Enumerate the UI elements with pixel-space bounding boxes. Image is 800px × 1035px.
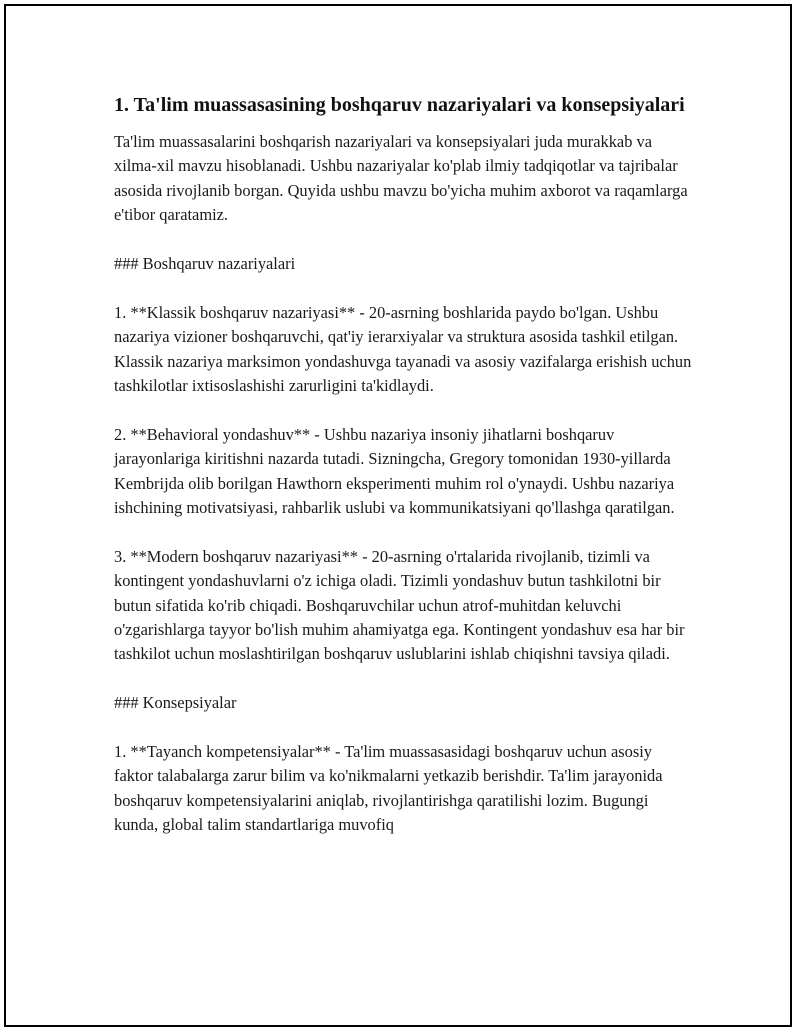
section-heading-concepts: ### Konsepsiyalar (114, 693, 237, 713)
theory-modern-paragraph: 3. **Modern boshqaruv nazariyasi** - 20-asrning o'rtalarida rivojlanib, tizimli va kontingent yondashuvlarni o'z ichiga oladi. Tizimli yondashuv butun tashkilotni bir butun sifatida ko'rib chiqadi. Boshqaruvchilar uchun atrof-muhitdan keluvchi o'zgarishlarga tayyor bo'lish muhim ahamiyatga ega. Kontingent yondashuv esa har bir tashkilot uchun moslashtirilgan boshqaruv uslublarini ishlab chiqishni tavsiya qiladi. (114, 546, 685, 664)
theory-classical-paragraph: 1. **Klassik boshqaruv nazariyasi** - 20-asrning boshlarida paydo bo'lgan. Ushbu nazariya vizioner boshqaruvchi, qat'iy ierarxiyalar va struktura asosida tashkil etilgan. Klassik nazariya marksimon yondashuvga tayanadi va asosiy vazifalarga erishish uchun tashkilotlar ixtisoslashishi zarurligini ta'kidlaydi. (114, 302, 692, 396)
section-heading-theories: ### Boshqaruv nazariyalari (114, 254, 296, 274)
intro-paragraph: Ta'lim muassasalarini boshqarish nazariyalari va konsepsiyalari juda murakkab va xilma-xil mavzu hisoblanadi. Ushbu nazariyalar ko'plab ilmiy tadqiqotlar va tajribalar asosida rivojlanib borgan. Quyida ushbu mavzu bo'yicha muhim axborot va raqamlarga e'tibor qaratamiz. (114, 132, 688, 225)
document-title: 1. Ta'lim muassasasining boshqaruv nazariyalari va konsepsiyalari (114, 94, 685, 116)
theory-behavioral-paragraph: 2. **Behavioral yondashuv** - Ushbu nazariya insoniy jihatlarni boshqaruv jarayonlariga kiritishni nazarda tutadi. Sizningcha, Gregory tomonidan 1930-yillarda Kembrijda olib borilgan Hawthorn eksperimenti muhim rol o'ynaydi. Ushbu nazariya ishchining motivatsiyasi, rahbarlik uslubi va kommunikatsiyani qo'llashga qaratilgan. (114, 424, 675, 518)
document-body (114, 92, 694, 838)
concept-core-competencies-paragraph: 1. **Tayanch kompetensiyalar** - Ta'lim muassasasidagi boshqaruv uchun asosiy faktor talabalarga zarur bilim va ko'nikmalarni yetkazib berishdir. Ta'lim jarayonida boshqaruv kompetensiyalarini aniqlab, rivojlantirishga qaratilishi lozim. Bugungi kunda, global talim standartlariga muvofiq (114, 742, 663, 835)
